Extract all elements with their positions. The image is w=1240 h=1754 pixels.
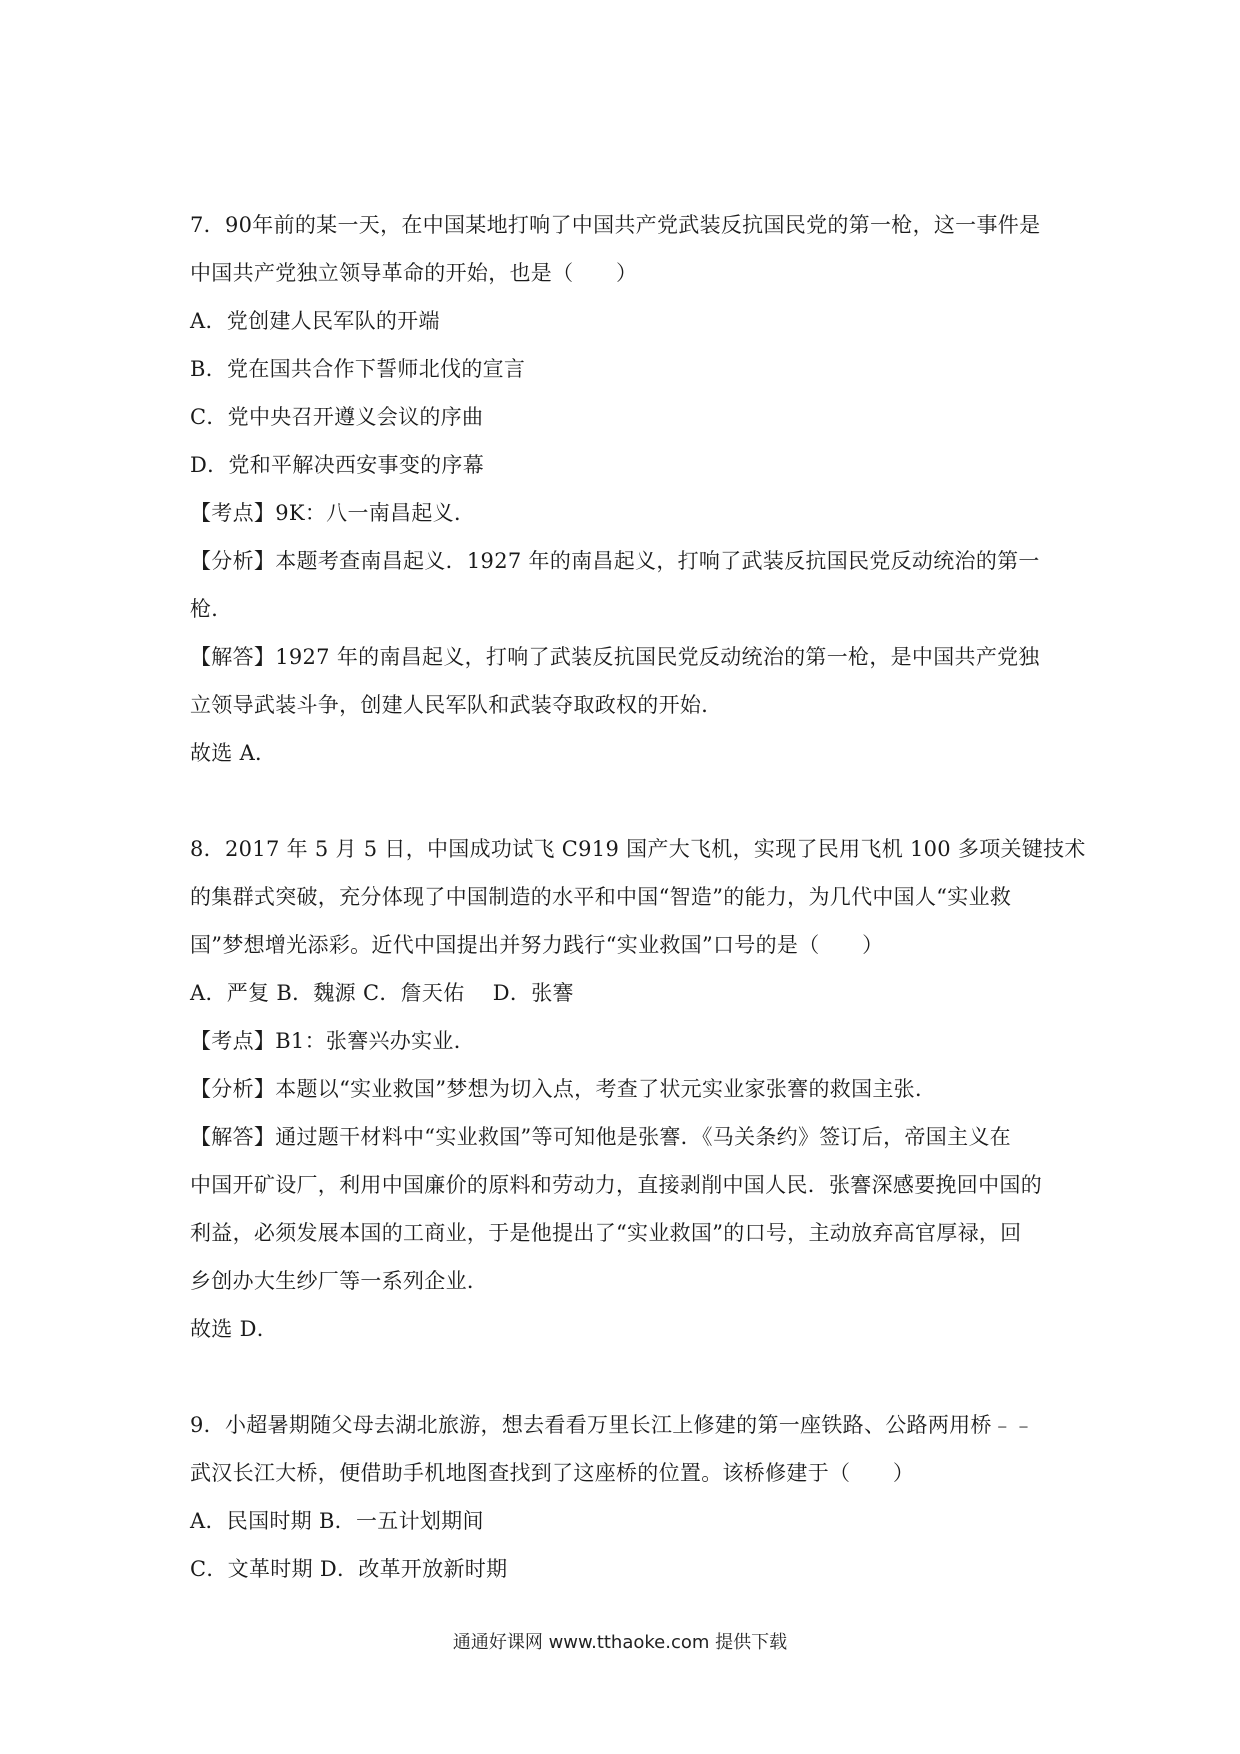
- q7-stem-line-2: 中国共产党独立领导革命的开始，也是（ ）: [190, 261, 638, 285]
- q8-fenxi: 【分析】本题以“实业救国”梦想为切入点，考查了状元实业家张謇的救国主张．: [190, 1077, 937, 1101]
- q7-kaodian: 【考点】9K：八一南昌起义．: [190, 501, 476, 525]
- page-footer: 通通好课网 www.tthaoke.com 提供下载: [452, 1632, 788, 1653]
- q8-answer: 故选 D．: [190, 1317, 279, 1341]
- q8-jieda-line-4: 乡创办大生纱厂等一系列企业．: [190, 1269, 489, 1293]
- document-page: [190, 201, 1086, 1593]
- q8-stem-line-2: 的集群式突破，充分体现了中国制造的水平和中国“智造”的能力，为几代中国人“实业救: [190, 885, 1012, 909]
- q8-kaodian: 【考点】B1：张謇兴办实业．: [190, 1029, 475, 1053]
- q8-jieda-line-2: 中国开矿设厂，利用中国廉价的原料和劳动力，直接剥削中国人民．张謇深感要挽回中国的: [190, 1173, 1042, 1197]
- question-9: [190, 1401, 1070, 1593]
- q9-stem-line-2: 武汉长江大桥，便借助手机地图查找到了这座桥的位置。该桥修建于（ ）: [190, 1461, 915, 1485]
- q9-stem-line-1: 9．小超暑期随父母去湖北旅游，想去看看万里长江上修建的第一座铁路、公路两用桥﹣﹣: [190, 1413, 1035, 1437]
- question-7: [190, 201, 1070, 777]
- q7-jieda-line-1: 【解答】1927 年的南昌起义，打响了武装反抗国民党反动统治的第一枪，是中国共产党独: [190, 645, 1040, 669]
- spacer: [190, 777, 1070, 825]
- q7-fenxi-line-2: 枪．: [190, 597, 233, 621]
- q8-options: A．严复 B．魏源 C．詹天佑 D．张謇: [190, 981, 574, 1005]
- q7-fenxi-line-1: 【分析】本题考查南昌起义．1927 年的南昌起义，打响了武装反抗国民党反动统治的第一: [190, 549, 1040, 573]
- q7-stem-line-1: 7．90年前的某一天，在中国某地打响了中国共产党武装反抗国民党的第一枪，这一事件是: [190, 213, 1041, 237]
- q8-stem-line-3: 国”梦想增光添彩。近代中国提出并努力践行“实业救国”口号的是（ ）: [190, 933, 884, 957]
- q7-answer: 故选 A．: [190, 741, 277, 765]
- spacer: [190, 1353, 1070, 1401]
- q7-jieda-line-2: 立领导武装斗争，创建人民军队和武装夺取政权的开始．: [190, 693, 723, 717]
- q9-options-line-2: C．文革时期 D．改革开放新时期: [190, 1557, 508, 1581]
- q8-jieda-line-1: 【解答】通过题干材料中“实业救国”等可知他是张謇．《马关条约》签订后，帝国主义在: [190, 1125, 1011, 1149]
- q7-option-d: D．党和平解决西安事变的序幕: [190, 453, 485, 477]
- q9-options-line-1: A．民国时期 B．一五计划期间: [190, 1509, 484, 1533]
- question-8: [190, 825, 1086, 1353]
- q8-jieda-line-3: 利益，必须发展本国的工商业，于是他提出了“实业救国”的口号，主动放弃高官厚禄，回: [190, 1221, 1022, 1245]
- q8-stem-line-1: 8．2017 年 5 月 5 日，中国成功试飞 C919 国产大飞机，实现了民用飞机 100 多项关键技术: [190, 837, 1086, 861]
- q7-option-c: C．党中央召开遵义会议的序曲: [190, 405, 484, 429]
- q7-option-b: B．党在国共合作下誓师北伐的宣言: [190, 357, 526, 381]
- q7-option-a: A．党创建人民军队的开端: [190, 309, 440, 333]
